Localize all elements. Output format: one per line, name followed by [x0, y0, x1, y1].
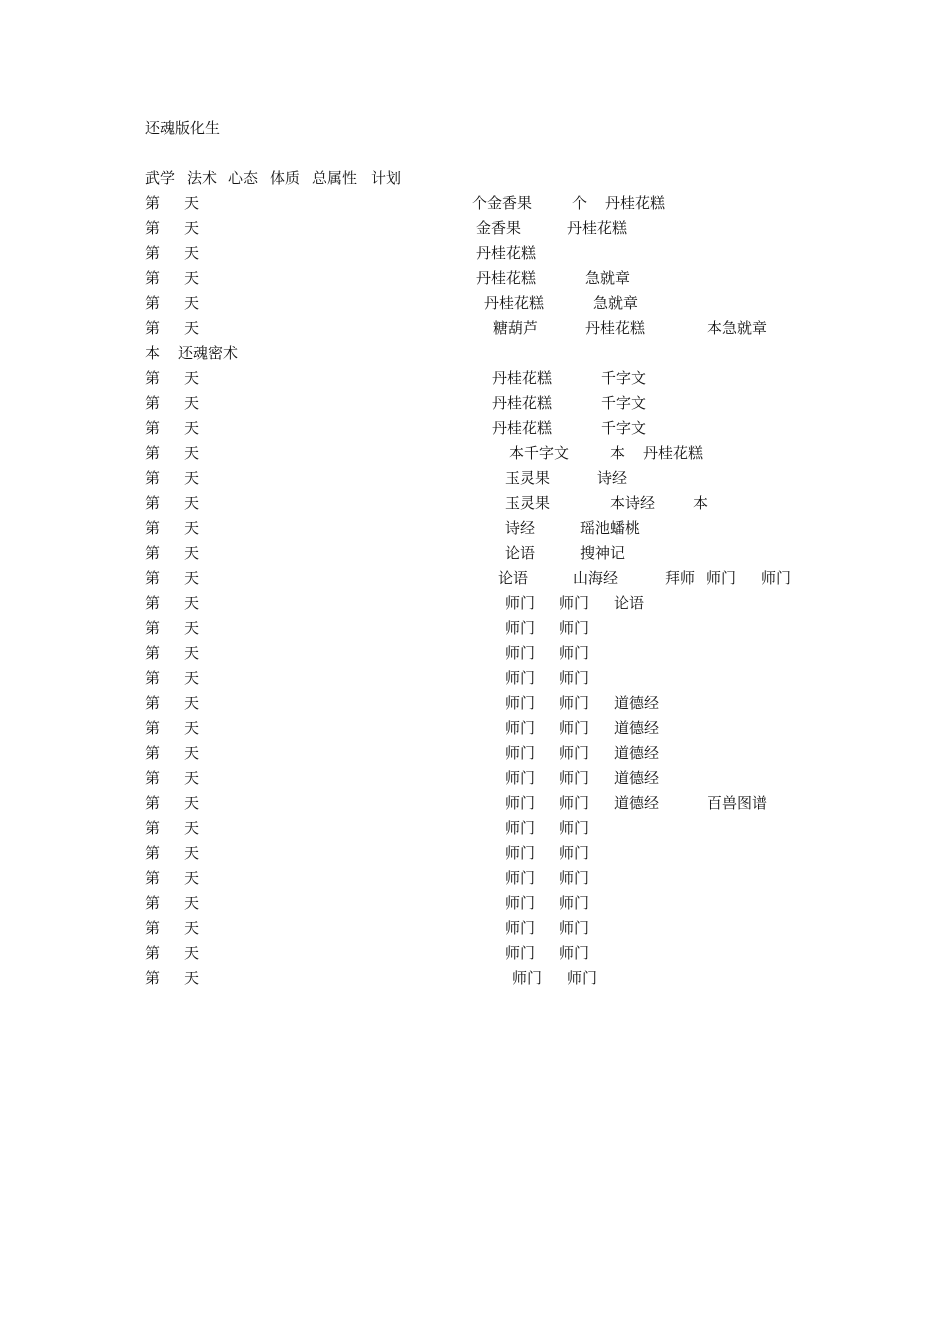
- header-wuxue: 武学: [145, 169, 176, 187]
- plan-item: 丹桂花糕: [476, 269, 537, 287]
- plan-row: [0, 843, 950, 863]
- plan-item: 师门: [559, 594, 590, 612]
- plan-item: 丹桂花糕: [484, 294, 545, 312]
- day-prefix: 第: [145, 494, 161, 512]
- plan-item: 丹桂花糕: [492, 419, 553, 437]
- day-suffix: 天: [184, 969, 200, 987]
- section-label-name: 还魂密术: [178, 344, 239, 362]
- plan-row: [0, 443, 950, 463]
- day-suffix: 天: [184, 794, 200, 812]
- plan-item: 师门: [559, 919, 590, 937]
- day-prefix: 第: [145, 269, 161, 287]
- header-tizhi: 体质: [270, 169, 301, 187]
- plan-row: [0, 868, 950, 888]
- plan-item: 本千字文: [509, 444, 570, 462]
- day-suffix: 天: [184, 644, 200, 662]
- plan-row: [0, 568, 950, 588]
- plan-row: [0, 368, 950, 388]
- plan-item: 论语: [505, 544, 536, 562]
- plan-item: 玉灵果: [505, 469, 551, 487]
- day-suffix: 天: [184, 194, 200, 212]
- day-suffix: 天: [184, 244, 200, 262]
- day-prefix: 第: [145, 244, 161, 262]
- plan-row: [0, 643, 950, 663]
- day-prefix: 第: [145, 644, 161, 662]
- plan-item: 师门: [505, 694, 536, 712]
- plan-item: 急就章: [585, 269, 631, 287]
- plan-item: 师门: [559, 744, 590, 762]
- plan-item: 拜师: [665, 569, 696, 587]
- day-suffix: 天: [184, 369, 200, 387]
- day-prefix: 第: [145, 919, 161, 937]
- plan-item: 个: [572, 194, 588, 212]
- day-prefix: 第: [145, 694, 161, 712]
- plan-item: 师门: [505, 719, 536, 737]
- header-fashu: 法术: [187, 169, 218, 187]
- plan-item: 糖葫芦: [493, 319, 539, 337]
- day-prefix: 第: [145, 219, 161, 237]
- plan-item: 论语: [614, 594, 645, 612]
- section-row: [0, 343, 950, 363]
- day-suffix: 天: [184, 919, 200, 937]
- header-zongshuxing: 总属性: [312, 169, 358, 187]
- plan-item: 搜神记: [580, 544, 626, 562]
- plan-item: 道德经: [614, 769, 660, 787]
- day-suffix: 天: [184, 844, 200, 862]
- day-suffix: 天: [184, 819, 200, 837]
- plan-item: 丹桂花糕: [476, 244, 537, 262]
- plan-row: [0, 393, 950, 413]
- day-prefix: 第: [145, 719, 161, 737]
- plan-item: 师门: [559, 644, 590, 662]
- plan-item: 师门: [559, 819, 590, 837]
- plan-item: 丹桂花糕: [567, 219, 628, 237]
- plan-item: 师门: [559, 869, 590, 887]
- day-prefix: 第: [145, 769, 161, 787]
- plan-row: [0, 593, 950, 613]
- plan-item: 玉灵果: [505, 494, 551, 512]
- plan-item: 师门: [505, 894, 536, 912]
- plan-item: 道德经: [614, 794, 660, 812]
- plan-item: 师门: [559, 844, 590, 862]
- day-suffix: 天: [184, 594, 200, 612]
- day-suffix: 天: [184, 944, 200, 962]
- plan-item: 个金香果: [472, 194, 533, 212]
- plan-item: 丹桂花糕: [585, 319, 646, 337]
- day-suffix: 天: [184, 319, 200, 337]
- plan-item: 师门: [505, 669, 536, 687]
- plan-row: [0, 293, 950, 313]
- day-prefix: 第: [145, 519, 161, 537]
- plan-row: [0, 318, 950, 338]
- plan-item: 师门: [505, 744, 536, 762]
- plan-row: [0, 968, 950, 988]
- day-prefix: 第: [145, 544, 161, 562]
- section-label-ben: 本: [145, 344, 161, 362]
- day-prefix: 第: [145, 819, 161, 837]
- day-suffix: 天: [184, 294, 200, 312]
- doc-title: 还魂版化生: [145, 119, 221, 137]
- plan-row: [0, 918, 950, 938]
- plan-item: 师门: [559, 719, 590, 737]
- plan-row: [0, 218, 950, 238]
- plan-row: [0, 543, 950, 563]
- plan-item: 诗经: [505, 519, 536, 537]
- plan-item: 诗经: [597, 469, 628, 487]
- plan-item: 师门: [567, 969, 598, 987]
- plan-row: [0, 818, 950, 838]
- plan-item: 瑶池蟠桃: [580, 519, 641, 537]
- plan-item: 千字文: [601, 419, 647, 437]
- day-prefix: 第: [145, 594, 161, 612]
- plan-row: [0, 418, 950, 438]
- plan-item: 师门: [505, 594, 536, 612]
- day-prefix: 第: [145, 969, 161, 987]
- plan-item: 道德经: [614, 719, 660, 737]
- day-prefix: 第: [145, 469, 161, 487]
- day-suffix: 天: [184, 269, 200, 287]
- plan-item: 师门: [505, 644, 536, 662]
- plan-item: 师门: [559, 694, 590, 712]
- day-prefix: 第: [145, 194, 161, 212]
- day-prefix: 第: [145, 394, 161, 412]
- plan-item: 师门: [559, 944, 590, 962]
- plan-item: 师门: [761, 569, 792, 587]
- day-suffix: 天: [184, 669, 200, 687]
- plan-row: [0, 493, 950, 513]
- plan-item: 本急就章: [707, 319, 768, 337]
- day-prefix: 第: [145, 794, 161, 812]
- plan-item: 山海经: [573, 569, 619, 587]
- plan-item: 师门: [505, 919, 536, 937]
- day-suffix: 天: [184, 569, 200, 587]
- day-suffix: 天: [184, 694, 200, 712]
- day-prefix: 第: [145, 669, 161, 687]
- plan-item: 师门: [559, 669, 590, 687]
- plan-row: [0, 518, 950, 538]
- plan-item: 师门: [505, 794, 536, 812]
- day-prefix: 第: [145, 444, 161, 462]
- day-suffix: 天: [184, 444, 200, 462]
- day-prefix: 第: [145, 844, 161, 862]
- plan-item: 千字文: [601, 394, 647, 412]
- day-prefix: 第: [145, 944, 161, 962]
- plan-item: 师门: [505, 619, 536, 637]
- plan-item: 师门: [505, 844, 536, 862]
- plan-row: [0, 468, 950, 488]
- day-suffix: 天: [184, 544, 200, 562]
- plan-row: [0, 893, 950, 913]
- header-xintai: 心态: [228, 169, 259, 187]
- plan-row: [0, 243, 950, 263]
- plan-item: 师门: [706, 569, 737, 587]
- plan-row: [0, 768, 950, 788]
- plan-item: 丹桂花糕: [643, 444, 704, 462]
- plan-row: [0, 718, 950, 738]
- day-suffix: 天: [184, 619, 200, 637]
- day-suffix: 天: [184, 519, 200, 537]
- header-jihua: 计划: [371, 169, 402, 187]
- day-prefix: 第: [145, 294, 161, 312]
- plan-item: 师门: [505, 869, 536, 887]
- plan-row: [0, 618, 950, 638]
- plan-item: 师门: [505, 944, 536, 962]
- plan-item: 金香果: [476, 219, 522, 237]
- day-prefix: 第: [145, 319, 161, 337]
- plan-item: 百兽图谱: [707, 794, 768, 812]
- day-suffix: 天: [184, 719, 200, 737]
- plan-item: 师门: [559, 794, 590, 812]
- plan-item: 丹桂花糕: [492, 369, 553, 387]
- plan-item: 师门: [559, 769, 590, 787]
- day-suffix: 天: [184, 869, 200, 887]
- plan-item: 师门: [559, 894, 590, 912]
- day-prefix: 第: [145, 744, 161, 762]
- plan-row: [0, 193, 950, 213]
- plan-item: 丹桂花糕: [492, 394, 553, 412]
- day-prefix: 第: [145, 369, 161, 387]
- plan-item: 师门: [505, 769, 536, 787]
- plan-row: [0, 743, 950, 763]
- plan-item: 师门: [512, 969, 543, 987]
- plan-row: [0, 668, 950, 688]
- plan-item: 本诗经: [610, 494, 656, 512]
- plan-row: [0, 693, 950, 713]
- plan-item: 道德经: [614, 744, 660, 762]
- day-prefix: 第: [145, 619, 161, 637]
- plan-item: 本: [610, 444, 626, 462]
- plan-item: 丹桂花糕: [605, 194, 666, 212]
- day-prefix: 第: [145, 419, 161, 437]
- day-suffix: 天: [184, 769, 200, 787]
- day-prefix: 第: [145, 869, 161, 887]
- plan-row: [0, 943, 950, 963]
- day-suffix: 天: [184, 219, 200, 237]
- day-suffix: 天: [184, 494, 200, 512]
- day-suffix: 天: [184, 394, 200, 412]
- plan-item: 千字文: [601, 369, 647, 387]
- plan-item: 急就章: [593, 294, 639, 312]
- plan-row: [0, 268, 950, 288]
- day-prefix: 第: [145, 569, 161, 587]
- plan-item: 师门: [505, 819, 536, 837]
- plan-item: 道德经: [614, 694, 660, 712]
- day-suffix: 天: [184, 419, 200, 437]
- day-prefix: 第: [145, 894, 161, 912]
- day-suffix: 天: [184, 469, 200, 487]
- plan-item: 师门: [559, 619, 590, 637]
- plan-item: 本: [693, 494, 709, 512]
- day-suffix: 天: [184, 894, 200, 912]
- plan-item: 论语: [498, 569, 529, 587]
- day-suffix: 天: [184, 744, 200, 762]
- plan-row: [0, 793, 950, 813]
